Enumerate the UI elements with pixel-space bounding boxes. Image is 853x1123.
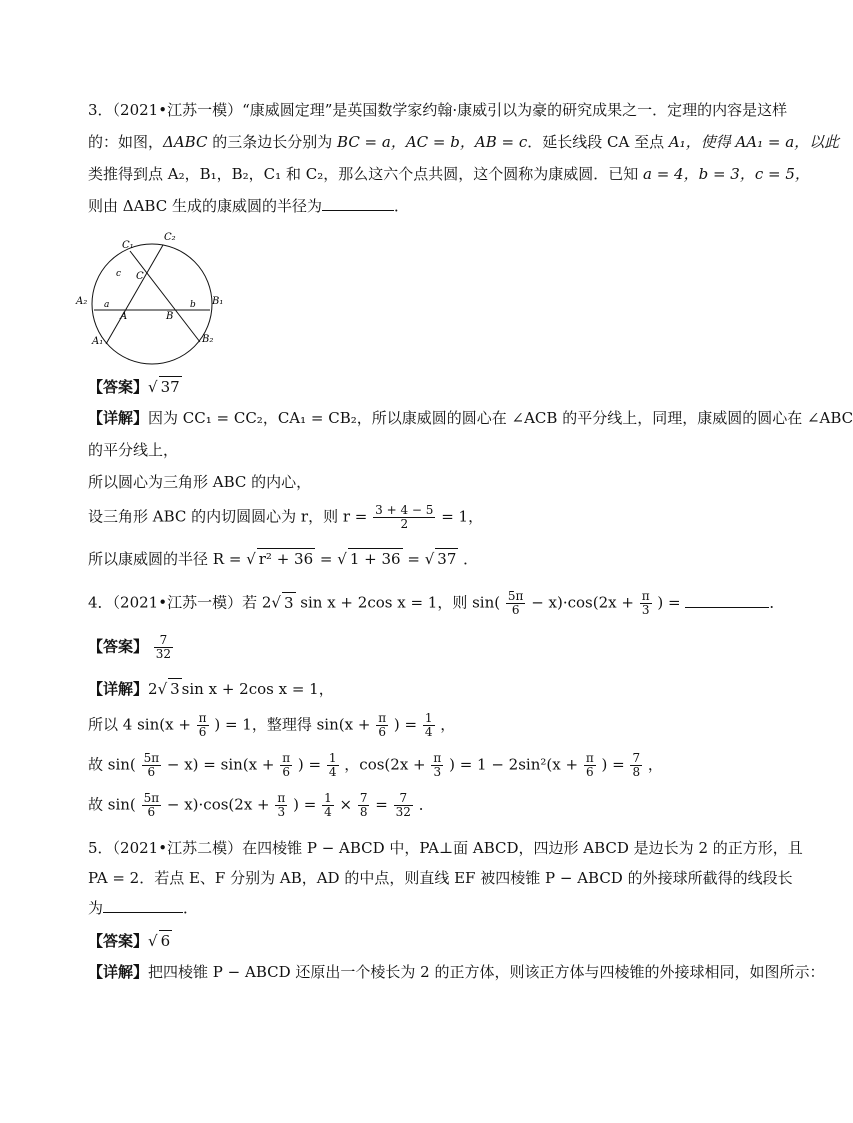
q5-line3: 为 ． bbox=[88, 899, 199, 917]
q5-line2: PA = 2．若点 E、F 分别为 AB，AD 的中点，则直线 EF 被四棱锥 P − ABCD 的外接球所截得的线段长 bbox=[88, 869, 793, 887]
label-c1: C₁ bbox=[122, 240, 134, 251]
label-b2: B₂ bbox=[202, 334, 214, 345]
label-b: B bbox=[166, 311, 174, 322]
answer4: 【答案】 $\frac{7}{32}$ bbox=[88, 633, 172, 661]
answer3-value: 37 bbox=[160, 378, 180, 396]
q5-line1: 5．（2021•江苏二模）在四棱锥 P − ABCD 中，PA⊥面 ABCD，四边形 ABCD 是边长为 2 的正方形，且 bbox=[88, 839, 803, 857]
label-a2: A₂ bbox=[76, 296, 88, 307]
label-b1: B₁ bbox=[212, 296, 224, 307]
detail5-line: 【详解】把四棱锥 P − ABCD 还原出一个棱长为 2 的正方体，则该正方体与四棱锥的外接球相同，如图所示： bbox=[88, 963, 825, 981]
label-a: A bbox=[120, 311, 128, 322]
answer-blank bbox=[322, 196, 394, 211]
q4-line: 4．（2021•江苏一模）若 2√ 3 sin x + 2cos x = 1，则 sin( $\frac{5\pi}{6}$ − x)·cos(2x + $\frac{\pi}{3}$ ) = ． bbox=[88, 589, 785, 617]
detail4-line1: 【详解】2√ 3 sin x + 2cos x = 1， bbox=[88, 680, 334, 698]
answer5: 【答案】√ 6 bbox=[88, 932, 171, 950]
label-a1: A₁ bbox=[92, 336, 104, 347]
detail3-line2: 的平分线上， bbox=[88, 441, 179, 459]
q3-line2: 的：如图，ΔABC 的三条边长分别为 BC = a，AC = b，AB = c．延长线段 CA 至点 A₁，使得 AA₁ = a，以此 bbox=[88, 133, 840, 151]
detail3-line3: 所以圆心为三角形 ABC 的内心， bbox=[88, 473, 312, 491]
detail3-line5: 所以康威圆的半径 R = √ r² + 36 = √ 1 + 36 = √ 37 ． bbox=[88, 550, 479, 568]
detail4-line4: 故 sin( $\frac{5\pi}{6}$ − x)·cos(2x + $\frac{\pi}{3}$ ) = $\frac{1}{4}$ × $\frac{7}{8}$ = $\frac{7}{32}$ ． bbox=[88, 791, 434, 819]
answer-blank bbox=[103, 898, 183, 913]
q3-line3: 类推得到点 A₂，B₁，B₂，C₁ 和 C₂，那么这六个点共圆，这个圆称为康威圆．已知 a = 4，b = 3，c = 5， bbox=[88, 165, 810, 183]
detail4-line3: 故 sin( $\frac{5\pi}{6}$ − x) = sin(x + $\frac{\pi}{6}$ ) = $\frac{1}{4}$ ，cos(2x + $\frac{\pi}{3}$ ) = 1 − 2sin²(x + $\frac{\pi}{6}$ ) = $\frac{7}{8}$ ， bbox=[88, 751, 663, 779]
line-c2-a1 bbox=[106, 245, 163, 344]
answer3: 【答案】√ 37 bbox=[88, 378, 180, 396]
label-c2: C₂ bbox=[164, 232, 176, 243]
q3-line4: 则由 ΔABC 生成的康威圆的半径为 ． bbox=[88, 197, 409, 215]
side-c-upper: c bbox=[116, 269, 122, 279]
side-b-right: b bbox=[190, 300, 196, 310]
line-c1-b2 bbox=[130, 251, 200, 342]
label-c: C bbox=[136, 271, 144, 282]
conway-circle-figure bbox=[70, 226, 230, 366]
answer-blank bbox=[685, 593, 769, 608]
side-a-left: a bbox=[104, 300, 110, 310]
detail3-line4: 设三角形 ABC 的内切圆圆心为 r，则 r = $\frac{3 + 4 - 5}{2}$ = 1， bbox=[88, 503, 484, 531]
q3-line1: 3．（2021•江苏一模）“康威圆定理”是英国数学家约翰·康威引以为豪的研究成果之一．定理的内容是这样 bbox=[88, 101, 788, 119]
detail4-line2: 所以 4 sin(x + $\frac{\pi}{6}$ ) = 1，整理得 sin(x + $\frac{\pi}{6}$ ) = $\frac{1}{4}$ ， bbox=[88, 711, 456, 739]
detail3-line1: 【详解】因为 CC₁ = CC₂，CA₁ = CB₂，所以康威圆的圆心在 ∠ACB 的平分线上，同理，康威圆的圆心在 ∠ABC bbox=[88, 409, 853, 427]
